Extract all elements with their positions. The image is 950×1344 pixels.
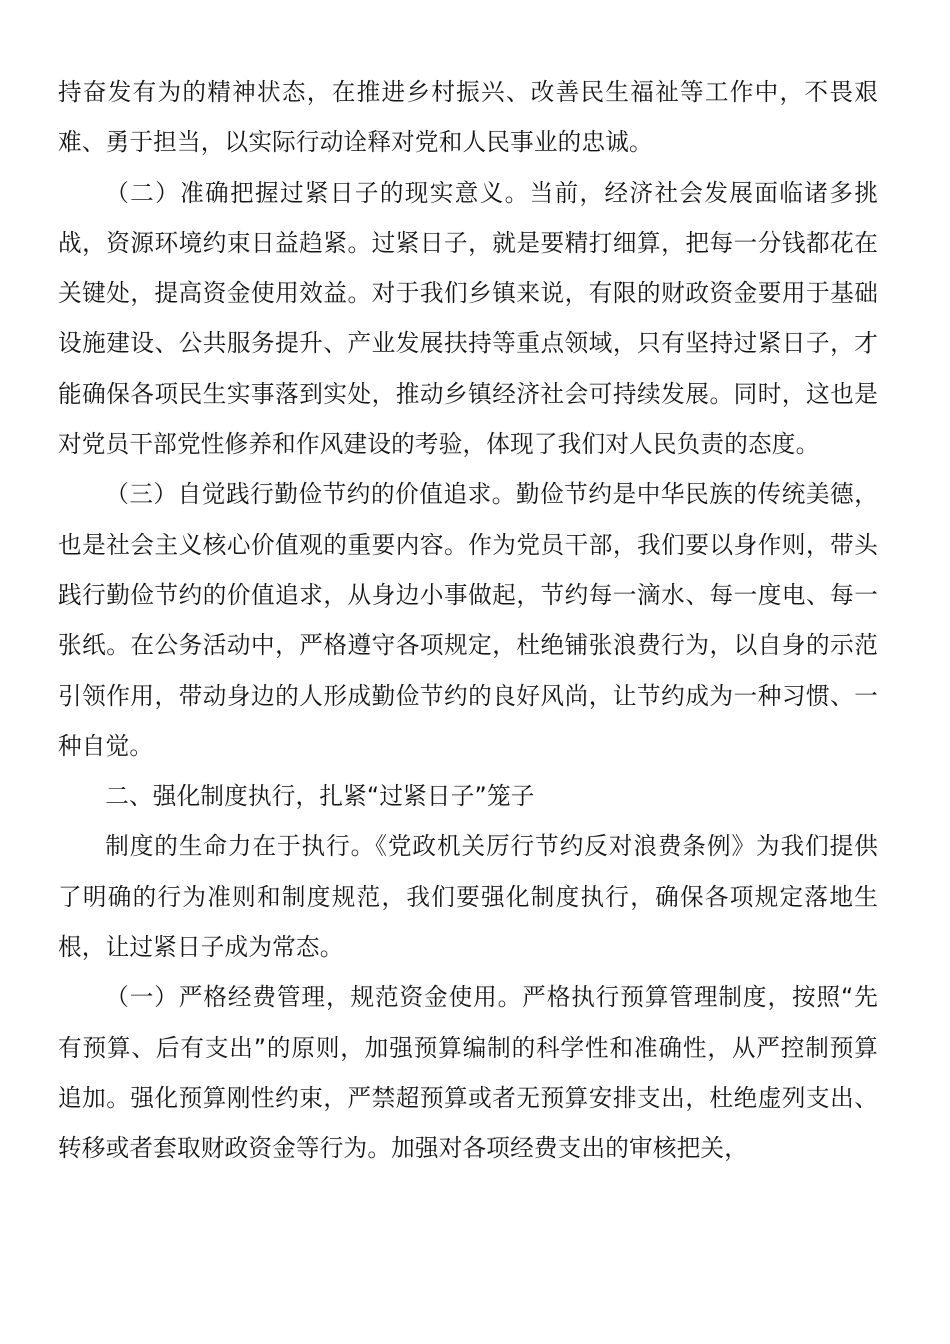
- paragraph-subsection-1: （一）严格经费管理，规范资金使用。严格执行预算管理制度，按照“先有预算、后有支出”的原则，加强预算编制的科学性和准确性，从严控制预算追加。强化预算刚性约束，严禁超预算或者无预算安排支出，杜绝虚列支出、转移或者套取财政资金等行为。加强对各项经费支出的审核把关，: [58, 983, 878, 1163]
- paragraph-continuation: 持奋发有为的精神状态，在推进乡村振兴、改善民生福祉等工作中，不畏艰难、勇于担当，以实际行动诠释对党和人民事业的忠诚。: [58, 78, 878, 157]
- document-body: [58, 67, 878, 1174]
- section-heading: 二、强化制度执行，扎紧“过紧日子”笼子: [105, 782, 535, 811]
- paragraph-section-2: （二）准确把握过紧日子的现实意义。当前，经济社会发展面临诸多挑战，资源环境约束日益趋紧。过紧日子，就是要精打细算，把每一分钱都花在关键处，提高资金使用效益。对于我们乡镇来说，有限的财政资金要用于基础设施建设、公共服务提升、产业发展扶持等重点领域，只有坚持过紧日子，才能确保各项民生实事落到实处，推动乡镇经济社会可持续发展。同时，这也是对党员干部党性修养和作风建设的考验，体现了我们对人民负责的态度。: [58, 178, 878, 459]
- paragraph-intro: 制度的生命力在于执行。《党政机关厉行节约反对浪费条例》为我们提供了明确的行为准则和制度规范，我们要强化制度执行，确保各项规定落地生根，让过紧日子成为常态。: [58, 832, 878, 962]
- paragraph-section-3: （三）自觉践行勤俭节约的价值追求。勤俭节约是中华民族的传统美德，也是社会主义核心价值观的重要内容。作为党员干部，我们要以身作则，带头践行勤俭节约的价值追求，从身边小事做起，节约每一滴水、每一度电、每一张纸。在公务活动中，严格遵守各项规定，杜绝铺张浪费行为，以自身的示范引领作用，带动身边的人形成勤俭节约的良好风尚，让节约成为一种习惯、一种自觉。: [58, 480, 878, 760]
